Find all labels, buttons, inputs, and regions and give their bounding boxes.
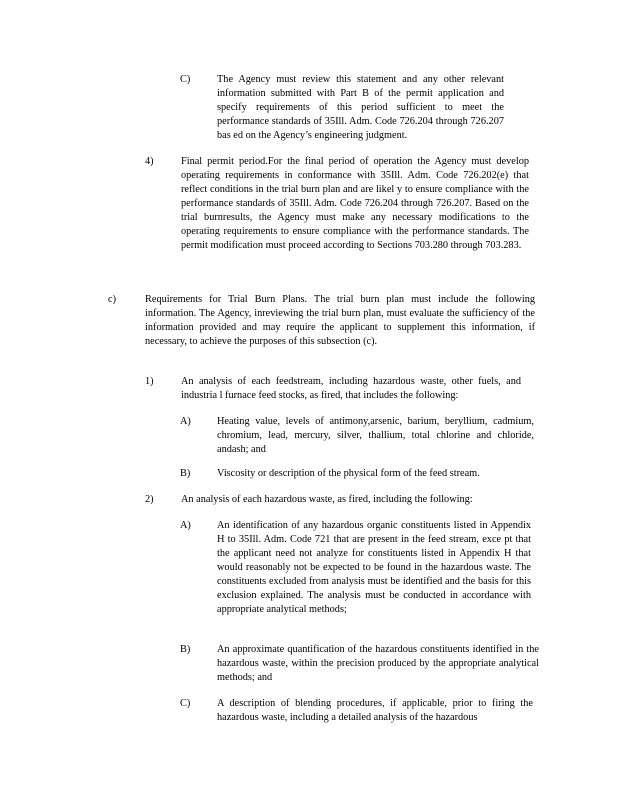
item-label: A) [180,416,191,427]
item-label: C) [180,74,191,85]
item-text: The Agency must review this statement and any other relevant information submitted with Part B of the permit application and specify requirements of this period sufficient to meet the performance standards of 35Ill. Adm. Code 726.204 through 726.207 bas ed on the Agency’s engineering judgment. [217,74,504,141]
item-text: A description of blending procedures, if applicable, prior to firing the hazardous waste, including a detailed analysis of the hazardous [217,698,533,723]
item-text: Final permit period.For the final period of operation the Agency must develop operating requirements in conformance with 35Ill. Adm. Code 726.202(e) that reflect conditions in the trial burn plan and are likel y to ensure compliance with the performance standards of 35Ill. Adm. Code 726.204 through 726.207. Based on the trial burnresults, the Agency must make any necessary modifications to the operating requirements to ensure compliance with the performance standards. The permit modification must proceed according to Sections 703.280 through 703.283. [181,156,529,251]
item-label: 2) [145,494,154,505]
item-text: An approximate quantification of the hazardous constituents identified in the hazardous waste, within the precision produced by the appropriate analytical methods; and [217,644,539,683]
item-label: 4) [145,156,154,167]
item-text: An analysis of each feedstream, including hazardous waste, other fuels, and industria l furnace feed stocks, as fired, that includes the following: [181,376,521,401]
item-label: 1) [145,376,154,387]
item-label: C) [180,698,191,709]
item-text: Requirements for Trial Burn Plans. The trial burn plan must include the following information. The Agency, inreviewing the trial burn plan, must evaluate the sufficiency of the information provided and may require the applicant to supplement this information, if necessary, to achieve the purposes of this subsection (c). [145,294,535,347]
item-label: c) [108,294,116,305]
item-label: B) [180,644,191,655]
item-label: B) [180,468,191,479]
item-text: Viscosity or description of the physical form of the feed stream. [217,468,480,479]
item-label: A) [180,520,191,531]
item-text: An identification of any hazardous organic constituents listed in Appendix H to 35Ill. Adm. Code 721 that are present in the feed stream, exce pt that the applicant need not analyze for constituents listed in Appendix H that would reasonably not be expected to be found in the hazardous waste. The constituents excluded from analysis must be identified and the basis for this exclusion explained. The analysis must be conducted in accordance with appropriate analytical methods; [217,520,531,615]
item-text: An analysis of each hazardous waste, as fired, including the following: [181,494,473,505]
item-text: Heating value, levels of antimony,arsenic, barium, beryllium, cadmium, chromium, lead, mercury, silver, thallium, total chlorine and chloride, andash; and [217,416,534,455]
